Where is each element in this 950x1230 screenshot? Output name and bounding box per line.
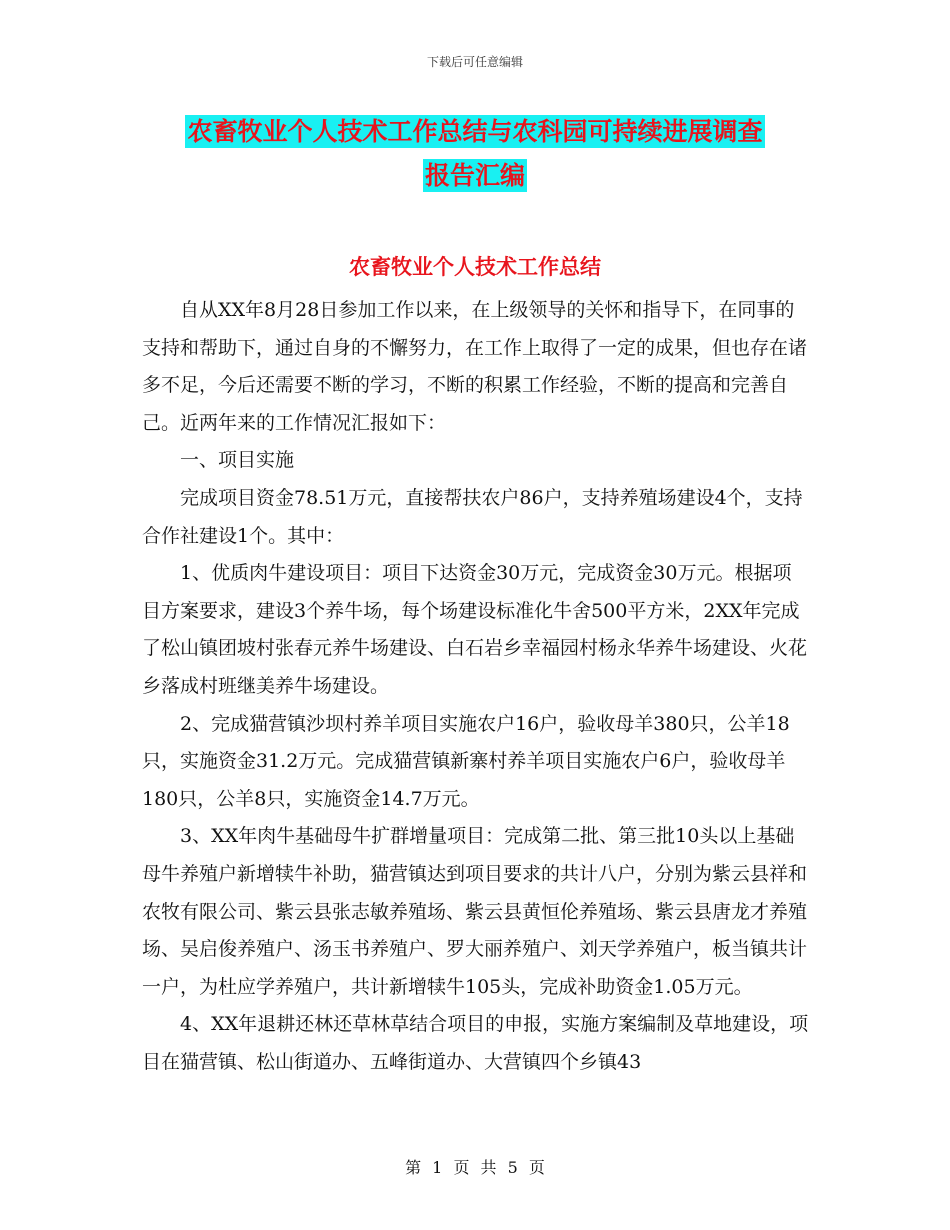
paragraph-intro: 自从XX年8月28日参加工作以来，在上级领导的关怀和指导下，在同事的支持和帮助下，通过自身的不懈努力，在工作上取得了一定的成果，但也存在诸多不足，今后还需要不断的学习，不断的积累工作经验，不断的提高和完善自己。近两年来的工作情况汇报如下： [142,299,808,434]
page-footer: 第 1 页 共 5 页 [405,1158,545,1177]
title-highlight: 农畜牧业个人技术工作总结与农科园可持续进展调查 [187,117,763,146]
title-highlight: 报告汇编 [424,161,525,190]
document-title-line-2 [0,156,950,192]
paragraph-heading: 一、项目实施 [180,449,295,472]
document-title-line-1 [0,112,950,148]
paragraph-summary: 完成项目资金78.51万元，直接帮扶农户86户，支持养殖场建设4个，支持合作社建设1个。其中： [142,486,803,547]
header-note: 下载后可任意编辑 [426,55,523,69]
paragraph-item-3: 3、XX年肉牛基础母牛扩群增量项目：完成第二批、第三批10头以上基础母牛养殖户新增犊牛补助，猫营镇达到项目要求的共计八户，分别为紫云县祥和农牧有限公司、紫云县张志敏养殖场、紫云县黄恒伦养殖场、紫云县唐龙才养殖场、吴启俊养殖户、汤玉书养殖户、罗大丽养殖户、刘天学养殖户，板当镇共计一户，为杜应学养殖户，共计新增犊牛105头，完成补助资金1.05万元。 [142,825,808,998]
paragraph-item-2: 2、完成猫营镇沙坝村养羊项目实施农户16户，验收母羊380只，公羊18只，实施资金31.2万元。完成猫营镇新寨村养羊项目实施农户6户，验收母羊180只，公羊8只，实施资金14.7万元。 [142,712,790,810]
body-text [142,292,810,1081]
section-title: 农畜牧业个人技术工作总结 [349,254,601,279]
paragraph-item-1: 1、优质肉牛建设项目：项目下达资金30万元，完成资金30万元。根据项目方案要求，建设3个养牛场，每个场建设标准化牛舍500平方米，2XX年完成了松山镇团坡村张春元养牛场建设、白石岩乡幸福园村杨永华养牛场建设、火花乡落成村班继美养牛场建设。 [142,562,808,697]
paragraph-item-4: 4、XX年退耕还林还草林草结合项目的申报，实施方案编制及草地建设，项目在猫营镇、松山街道办、五峰街道办、大营镇四个乡镇43 [142,1013,809,1073]
